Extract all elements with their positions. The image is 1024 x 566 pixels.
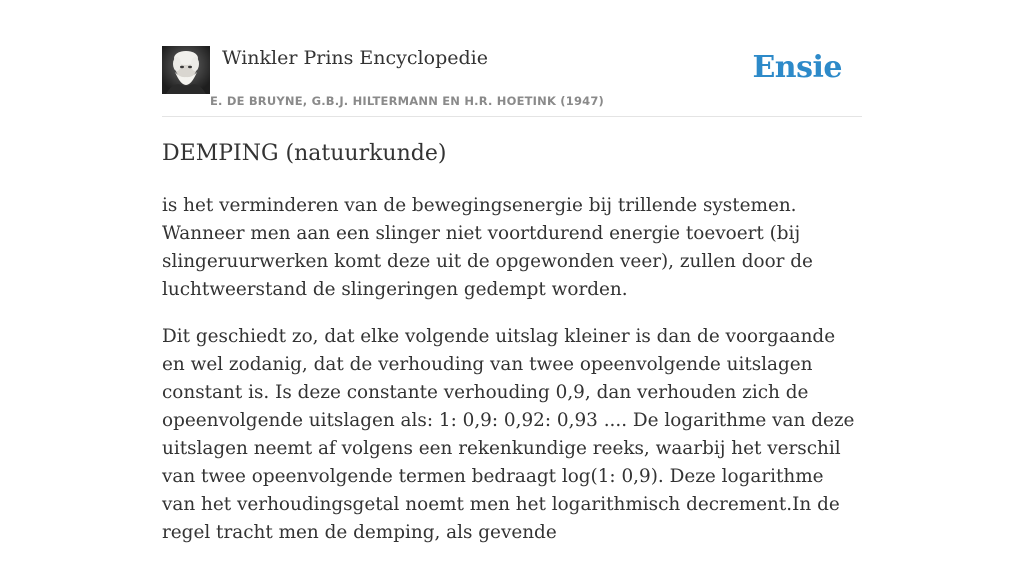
article-body bbox=[162, 192, 862, 566]
publication-title[interactable]: Winkler Prins Encyclopedie bbox=[222, 47, 488, 69]
publication-authors: E. DE BRUYNE, G.B.J. HILTERMANN EN H.R. HOETINK (1947) bbox=[210, 94, 605, 108]
article-paragraph: Dit geschiedt zo, dat elke volgende uitslag kleiner is dan de voorgaande en wel zodanig, dat de verhouding van twee opeenvolgende uitslagen constant is. Is deze constante verhouding 0,9, dan verhouden zich de opeenvolgende uitslagen als: 1: 0,9: 0,92: 0,93 .... De logarithme van deze uitslagen neemt af volgens een rekenkundige reeks, waarbij het verschil van twee opeenvolgende termen bedraagt log(1: 0,9). Deze logarithme van het verhoudingsgetal noemt men het logarithmisch decrement.In de regel tracht men de demping, als gevende bbox=[162, 326, 855, 543]
portrait-photo-icon bbox=[162, 46, 210, 94]
article-header bbox=[162, 46, 862, 117]
article-title: DEMPING (natuurkunde) bbox=[162, 141, 447, 166]
brand-logo[interactable]: Ensie bbox=[752, 50, 842, 85]
article-paragraph: is het verminderen van de bewegingsenergie bij trillende systemen. Wanneer men aan een slinger niet voortdurend energie toevoert (bij slingeruurwerken komt deze uit de opgewonden veer), zullen door de luchtweerstand de slingeringen gedempt worden. bbox=[162, 195, 813, 300]
